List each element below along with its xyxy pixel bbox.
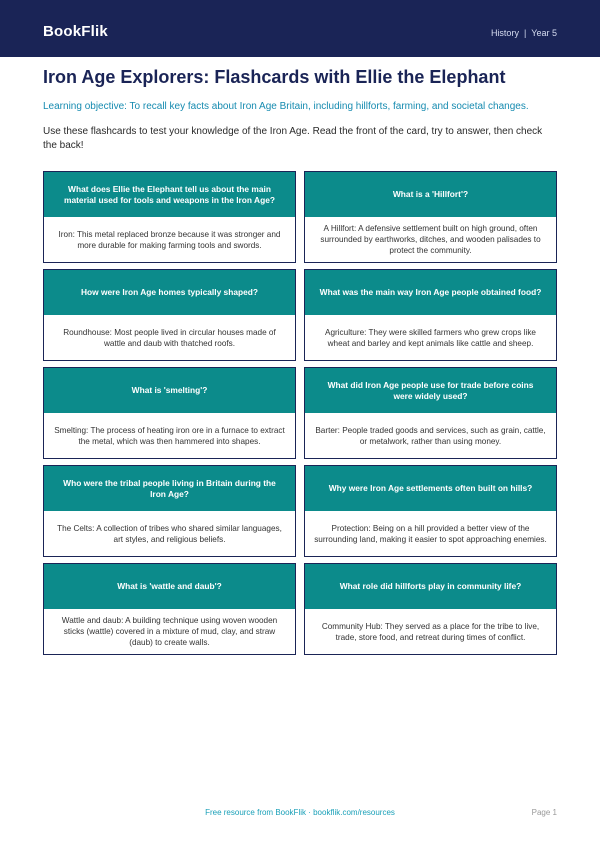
flashcard-answer: Barter: People traded goods and services, such as grain, cattle, or metalwork, rather than using money. (315, 425, 546, 446)
flashcard-answer: The Celts: A collection of tribes who shared similar languages, art styles, and religious beliefs. (57, 523, 282, 544)
flashcard[interactable] (304, 269, 557, 361)
flashcard-question: What does Ellie the Elephant tell us about the main material used for tools and weapons in the Iron Age? (44, 172, 295, 217)
flashcard[interactable] (43, 269, 296, 361)
flashcard-question: Why were Iron Age settlements often built on hills? (305, 466, 556, 511)
brand-logo[interactable]: BookFlik (43, 23, 108, 40)
breadcrumb (491, 28, 557, 38)
flashcard[interactable] (304, 367, 557, 459)
flashcard-question: What did Iron Age people use for trade before coins were widely used? (305, 368, 556, 413)
page-number: Page 1 (531, 808, 557, 817)
flashcard[interactable] (304, 171, 557, 263)
flashcard-question: What is 'smelting'? (44, 368, 295, 413)
breadcrumb-separator: | (523, 28, 527, 38)
flashcard-answer: Roundhouse: Most people lived in circular houses made of wattle and daub with thatched roofs. (63, 327, 276, 348)
flashcard-answer: Smelting: The process of heating iron ore in a furnace to extract the metal, which was then hammered into shapes. (54, 425, 285, 446)
flashcard-question: What is 'wattle and daub'? (44, 564, 295, 609)
flashcard-question: What was the main way Iron Age people obtained food? (305, 270, 556, 315)
flashcard-answer: A Hillfort: A defensive settlement built on high ground, often surrounded by earthworks, ditches, and wooden palisades to protect the community. (320, 224, 541, 255)
breadcrumb-year[interactable]: Year 5 (531, 28, 557, 38)
top-bar (0, 0, 600, 57)
flashcard-answer: Agriculture: They were skilled farmers who grew crops like wheat and barley and kept animals like cattle and sheep. (325, 327, 536, 348)
intro-text: Use these flashcards to test your knowledge of the Iron Age. Read the front of the card, try to answer, then check the back! (43, 126, 543, 151)
footer-text[interactable]: Free resource from BookFlik · bookflik.com/resources (205, 808, 395, 817)
flashcard-answer: Wattle and daub: A building technique using woven wooden sticks (wattle) covered in a mixture of mud, clay, and straw (daub) to create walls. (61, 616, 278, 647)
flashcard[interactable] (304, 465, 557, 557)
page-title: Iron Age Explorers: Flashcards with Ellie the Elephant (43, 67, 506, 87)
learning-objective: Learning objective: To recall key facts about Iron Age Britain, including hillforts, farming, and societal changes. (43, 101, 529, 112)
flashcard-question: How were Iron Age homes typically shaped? (44, 270, 295, 315)
flashcard[interactable] (43, 465, 296, 557)
breadcrumb-subject[interactable]: History (490, 28, 519, 38)
flashcard-answer: Community Hub: They served as a place for the tribe to live, trade, store food, and retreat during times of conflict. (321, 621, 540, 642)
flashcard-question: What role did hillforts play in community life? (305, 564, 556, 609)
flashcard-answer: Protection: Being on a hill provided a better view of the surrounding land, making it easier to spot approaching enemies. (314, 523, 547, 544)
flashcard[interactable] (304, 563, 557, 655)
flashcard[interactable] (43, 367, 296, 459)
flashcard[interactable] (43, 563, 296, 655)
flashcard-question: What is a 'Hillfort'? (305, 172, 556, 217)
flashcard[interactable] (43, 171, 296, 263)
flashcard-question: Who were the tribal people living in Britain during the Iron Age? (44, 466, 295, 511)
flashcard-answer: Iron: This metal replaced bronze because it was stronger and more durable for making farming tools and swords. (58, 229, 281, 250)
